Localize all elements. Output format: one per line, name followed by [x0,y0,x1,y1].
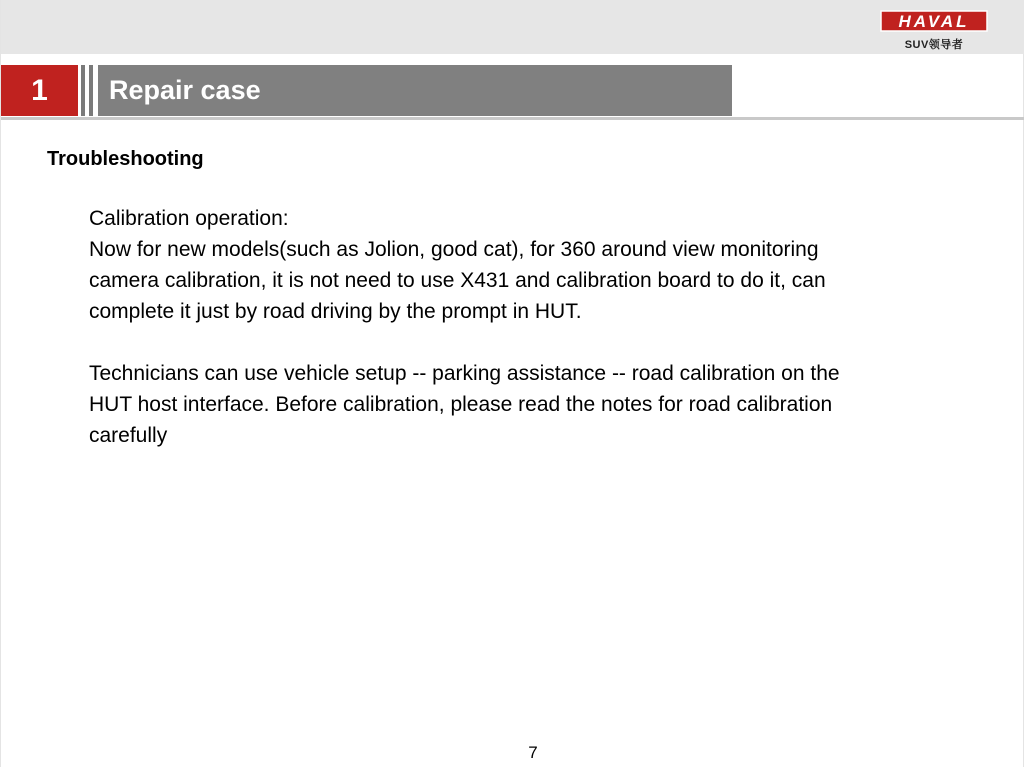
logo-wordmark: HAVAL [898,12,970,31]
page-number: 7 [528,743,538,762]
text-line: carefully [89,424,168,447]
header-rule [1,117,1024,120]
text-line: Now for new models(such as Jolion, good cat), for 360 around view monitoring [89,238,819,261]
text-line: complete it just by road driving by the prompt in HUT. [89,300,582,323]
paragraph-lead: Calibration operation: [89,207,289,230]
haval-logo-mark [879,10,989,34]
text-line: Technicians can use vehicle setup -- parking assistance -- road calibration on the [89,362,840,385]
logo-tagline: SUV领导者 [904,39,964,51]
paragraph-gap [89,327,969,358]
body-text [89,203,969,451]
divider-bar [81,65,85,116]
page-title: Repair case [98,65,732,116]
text-line: HUT host interface. Before calibration, please read the notes for road calibration [89,393,833,416]
haval-logo [879,10,989,50]
section-heading: Troubleshooting [47,148,204,170]
divider-bar [89,65,93,116]
section-number: 1 [1,65,78,116]
text-line: camera calibration, it is not need to use X431 and calibration board to do it, can [89,269,826,292]
top-band [1,0,1024,54]
